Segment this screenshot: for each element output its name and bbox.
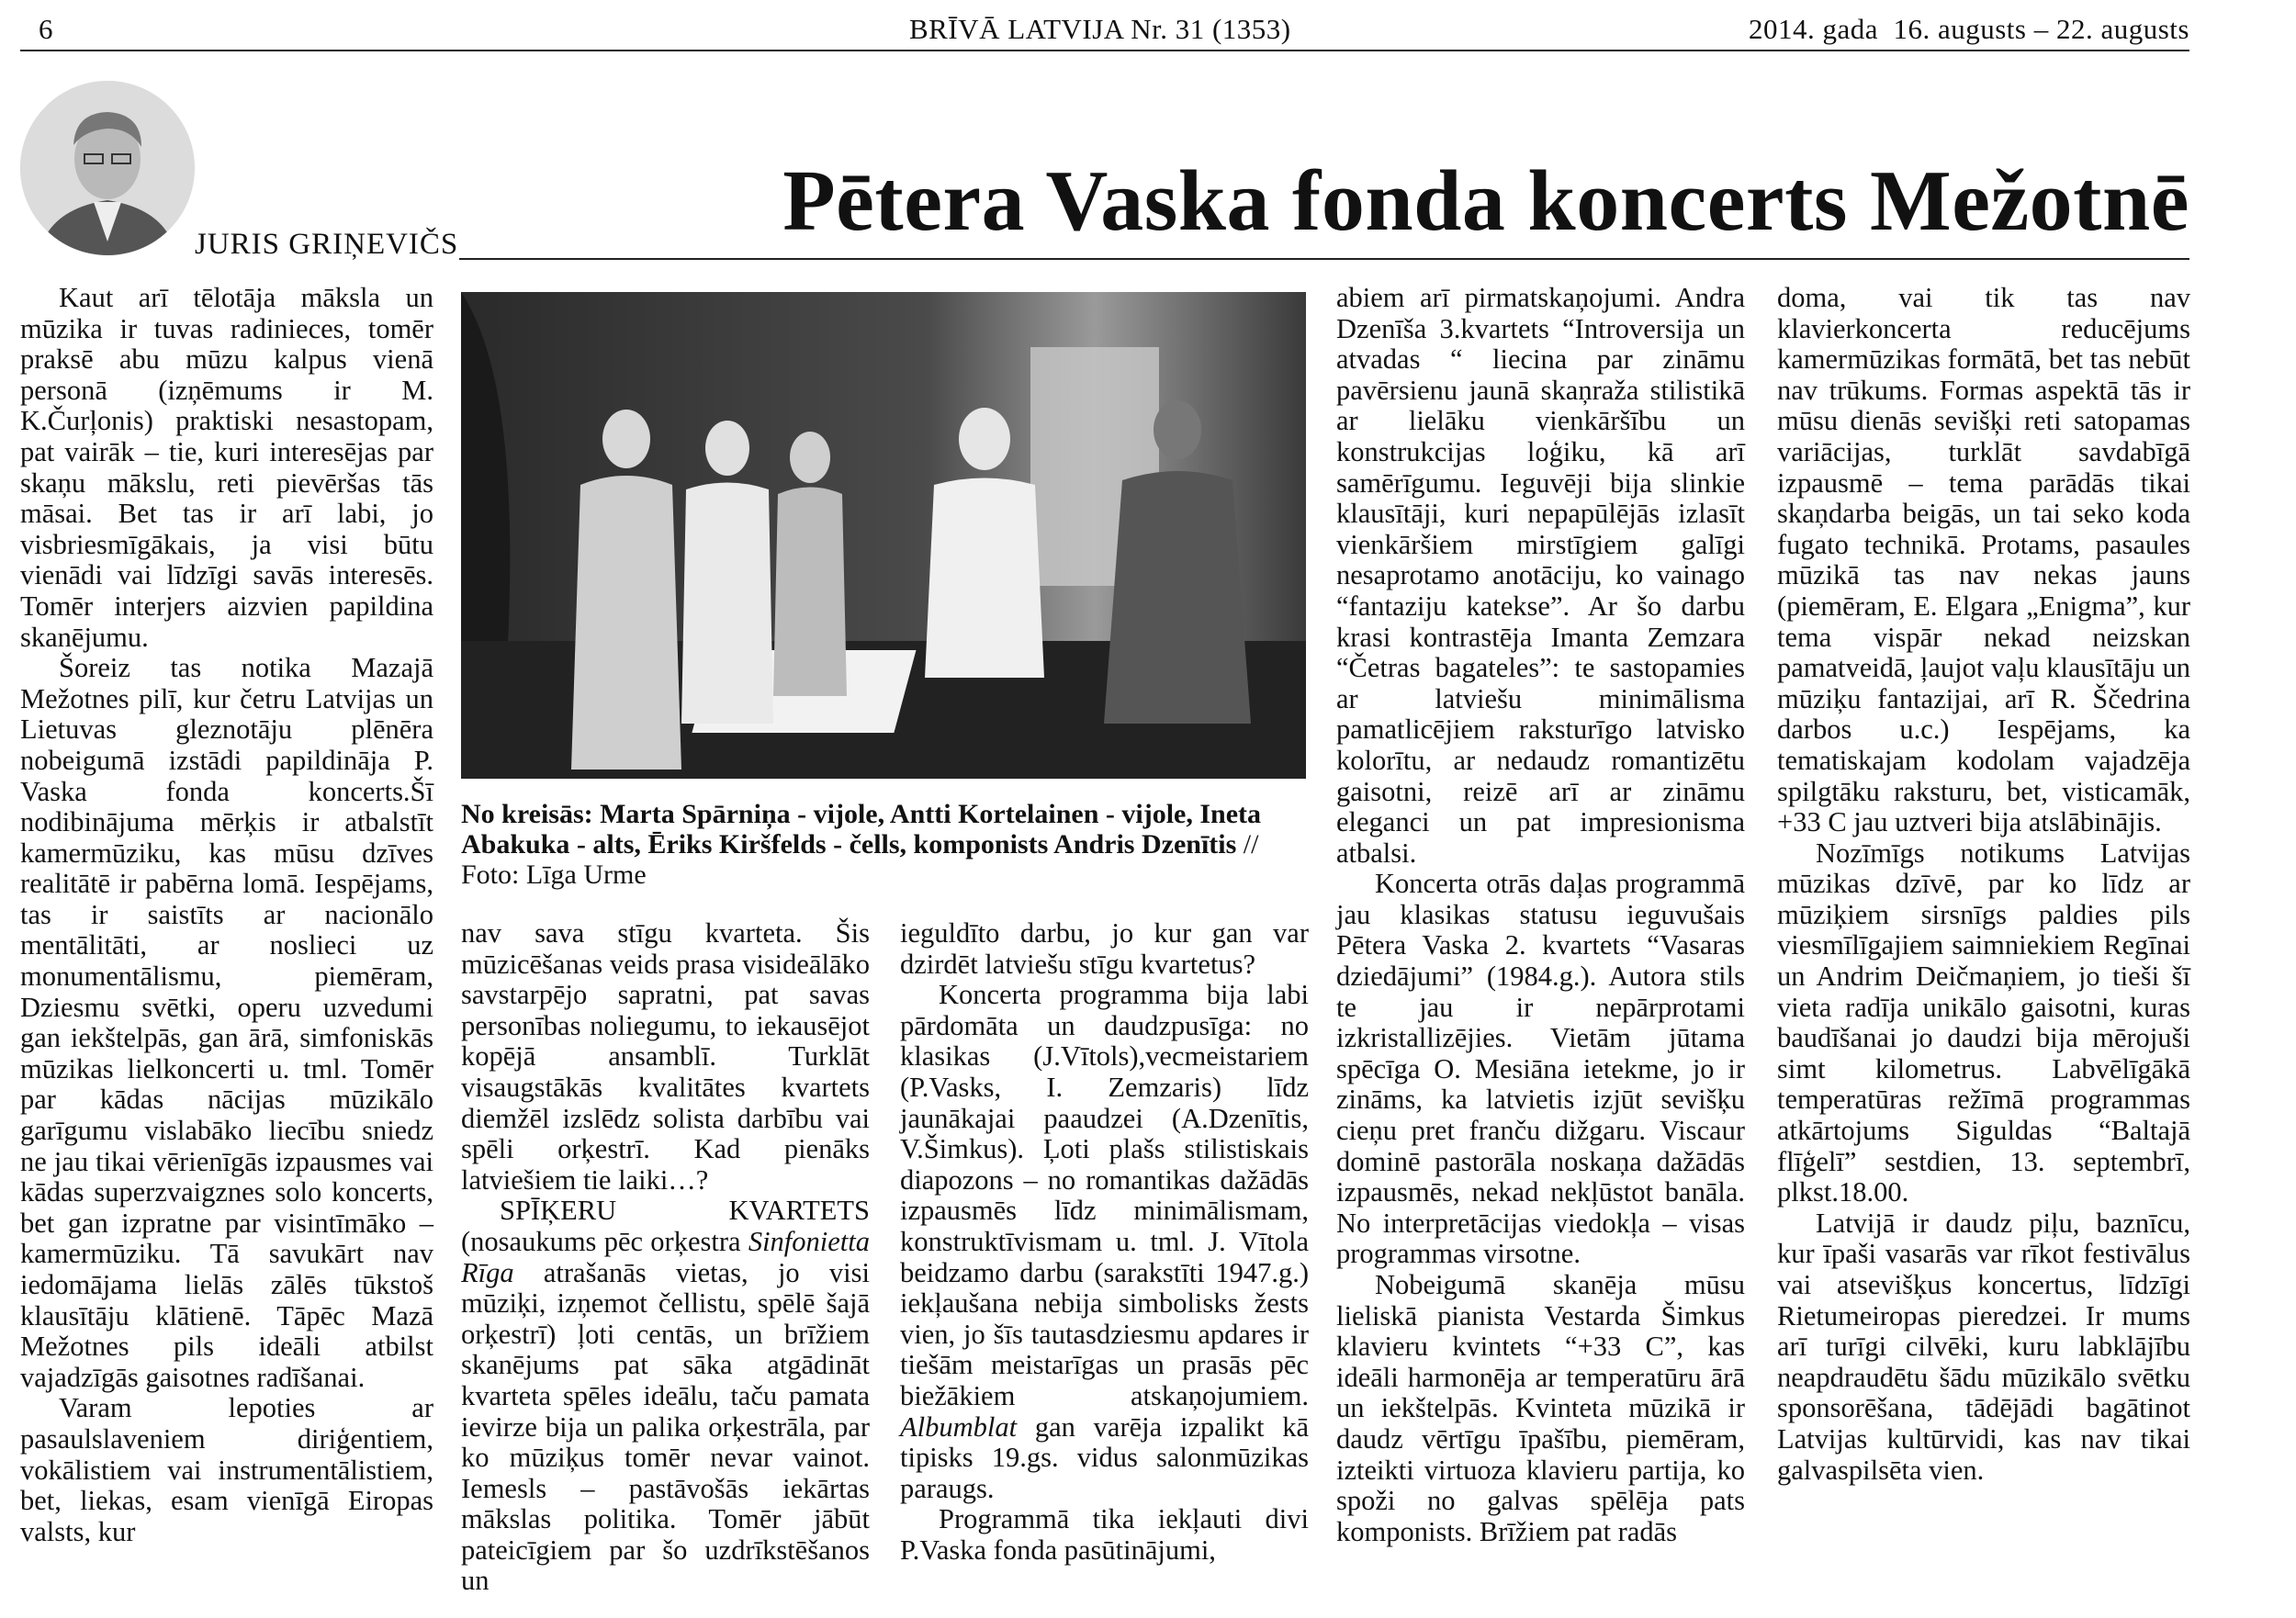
photo-credit: // Foto: Līga Urme	[461, 829, 1259, 890]
col1-paragraph-3: Varam lepoties ar pasaulslaveniem diriģentiem, vokālistiem vai instrumentālistiem, bet, liekas, esam vienīgā Eiropas valsts, kur	[20, 1392, 433, 1547]
author-portrait	[20, 81, 195, 255]
col1-paragraph-2: Šoreiz tas notika Mazajā Mežotnes pilī, kur četru Latvijas un Lietuvas gleznotāju plēnēra nobeigumā izstādi papildināja P. Vaska fonda koncerts.Šī nodibinājuma mērķis ir atbalstīt kamermūziku, kas mūsu dzīves realitātē ir pabērna lomā. Iespējams, tas ir saistīts ar nacionālo mentālitāti, ar noslieci uz monumentālismu, piemēram, Dziesmu svētki, operu uzvedumi gan iekštelpās, gan ārā, simfoniskās mūzikas lielkoncerti u. tml. Tomēr par kādas nācijas mūzikālo garīgumu vislabāko liecību sniedz ne jau tikai vērienīgās izpausmes vai kādas superzvaigznes solo koncerts, bet gan izpratne par visintīmāko – kamermūziku. Tā savukārt nav iedomājama lielās zālēs tūkstoš klausītāju klātienē. Tāpēc Mazā Mežotnes pils ideāli atbilst vajadzīgās gaisotnes radīšanai.	[20, 652, 433, 1393]
col5-paragraph-2: Nozīmīgs notikums Latvijas mūzikas dzīvē, par ko līdz ar mūziķiem sirsnīgs paldies pils viesmīlīgajiem saimniekiem Regīnai un Andrim Deičmaņiem, jo tieši šī vieta radīja unikālo gaisotni, kuras baudīšanai jo daudzi bija mērojuši simt kilometrus. Labvēlīgākā temperatūras režīmā programmas atkārtojums Siguldas “Baltajā flīģelī” sestdien, 13. septembrī, plkst.18.00.	[1777, 837, 2190, 1208]
col3-paragraph-2: Koncerta programma bija labi pārdomāta un daudzpusīga: no klasikas (J.Vītols),vecmeistariem (P.Vasks, I. Zemzaris) līdz jaunākajai paaudzei (A.Dzenītis, V.Šimkus). Ļoti plašs stilistiskais diapozons – no romantikas dažādās izpausmēs līdz minimālismam, konstruktīvismam u. tml. J. Vītola beidzamo darbu (sarakstīti 1947.g.) iekļaušana nebija simbolisks žests vien, jo šīs tautasdziesmu apdares ir tiešām meistarīgas un prasās pēc biežākiem atskaņojumiem. Albumblat gan varēja izpalikt kā tipisks 19.gs. vidus salonmūzikas paraugs.	[900, 979, 1309, 1504]
column-4	[1336, 283, 1745, 1547]
column-3	[900, 918, 1309, 1566]
byline-rule	[459, 258, 2189, 260]
column-2	[461, 918, 870, 1597]
col2-paragraph-2: SPĪĶERU KVARTETS (nosaukums pēc orķestra Sinfonietta Rīga atrašanās vietas, jo visi mūziķi, izņemot čellistu, spēlē šajā orķestrī) ļoti centās, un brīžiem skanējums pat sāka atgādināt kvarteta spēles ideālu, taču pamata ievirze bija un palika orķestrāla, par ko mūziķus tomēr nevar vainot. Iemesls – pastāvošās iekārtas mākslas politika. Tomēr jābūt pateicīgiem par šo uzdrīkstēšanos un	[461, 1195, 870, 1597]
author-byline: JURIS GRIŅEVIČS	[195, 228, 459, 261]
col4-paragraph-3: Nobeigumā skanēja mūsu lieliskā pianista Vestarda Šimkus klavieru kvintets “+33 C”, kas ideāli harmonēja ar temperatūru ārā un iekštelpās. Kvinteta mūzikā ir daudz vērtīgu īpašību, piemēram, izteikti virtuoza klavieru partija, ko spoži no galvas spēlēja pats komponists. Brīžiem pat radās	[1336, 1269, 1745, 1547]
italic-title: Albumblat	[900, 1410, 1018, 1443]
col2-paragraph-1: nav sava stīgu kvarteta. Šis mūzicēšanas veids prasa visideālāko savstarpējo sapratni, pat savas personības noliegumu, to iekausējot kopējā ansamblī. Turklāt visaugstākās kvalitātes kvartets diemžēl izslēdz solista darbību vai spēli orķestrī. Kad pienāks latviešiem tie laiki…?	[461, 917, 870, 1196]
col3-paragraph-3: Programmā tika iekļauti divi P.Vaska fonda pasūtinājumi,	[900, 1503, 1309, 1566]
col4-paragraph-1: abiem arī pirmatskaņojumi. Andra Dzenīša 3.kvartets “Introversija un atvadas “ liecina par zināmu pavērsienu jaunā skaņraža stilistikā ar lielāku vienkāršību un konstrukcijas loģiku, kā arī samērīgumu. Ieguvēji bija slinkie klausītāji, kuri nepapūlējās izlasīt vienkāršiem mirstīgiem galīgi nesaprotamo anotāciju, ko vainago “fantaziju katekse”. Ar šo darbu krasi kontrastēja Imanta Zemzara “Četras bagateles”: te sastopamies ar latviešu minimālisma pamatlicējiem raksturīgo latvisko kolorītu, ar nedaudz romantizētu gaisotni, reizē arī ar zināmu eleganci un pat impresionisma atbalsi.	[1336, 282, 1745, 869]
col3-paragraph-1: ieguldīto darbu, jo kur gan var dzirdēt latviešu stīgu kvartetus?	[900, 917, 1309, 980]
page-number: 6	[39, 13, 53, 45]
column-1	[20, 283, 433, 1547]
italic-title: Sinfonietta Rīga	[461, 1225, 870, 1288]
col4-paragraph-2: Koncerta otrās daļas programmā jau klasikas statusu ieguvušais Pētera Vaska 2. kvartets “Vasaras dziedājumi” (1984.g.). Autora stils te jau ir nepārprotami izkristallizējies. Vietām jūtama spēcīga O. Mesiāna ietekme, jo ir zināms, ka latvietis izjūt sevišķu cieņu pret franču dižgaru. Viscaur dominē pastorāla noskaņa dažādās izpausmēs, nekad nekļūstot banāla. No interpretācijas viedokļa – visas programmas virsotne.	[1336, 868, 1745, 1270]
column-5	[1777, 283, 2190, 1486]
publication-name: BRĪVĀ LATVIJA Nr. 31 (1353)	[909, 13, 1291, 45]
header-rule	[20, 50, 2189, 51]
col5-paragraph-3: Latvijā ir daudz piļu, baznīcu, kur īpaši vasarās var rīkot festivālus vai atsevišķus koncertus, līdzīgi Rietumeiropas pieredzei. Ir mums arī turīgi cilvēki, kuru labklājību neapdraudētu šādu mūzikālo svētku sponsorēšana, tādējādi bagātinot Latvijas kultūrvidi, kas nav tikai galvaspilsēta vien.	[1777, 1207, 2190, 1486]
concert-photo	[461, 292, 1306, 779]
caption-text: No kreisās: Marta Spārniņa - vijole, Antti Kortelainen - vijole, Ineta Abakuka - alts, Ēriks Kiršfelds - čells, komponists Andris Dzenītis	[461, 799, 1262, 860]
col1-paragraph-1: Kaut arī tēlotāja māksla un mūzika ir tuvas radinieces, tomēr praksē abu mūzu kalpus vienā personā (izņēmums ir M. K.Čurļonis) praktiski nesastopam, pat vairāk – tie, kuri interesējas par skaņu mākslu, reti pievēršas tās māsai. Bet tas ir arī labi, jo visbriesmīgākais, ja visi būtu vienādi vai līdzīgi savās interesēs. Tomēr interjers aizvien papildina skanējumu.	[20, 282, 433, 653]
article-title: Pētera Vaska fonda koncerts Mežotnē	[782, 153, 2189, 249]
issue-dates: 2014. gada 16. augusts – 22. augusts	[1748, 13, 2189, 45]
col5-paragraph-1: doma, vai tik tas nav klavierkoncerta reducējums kamermūzikas formātā, bet tas nebūt nav trūkums. Formas aspektā tās ir mūsu dienās sevišķi reti satopamas variācijas, turklāt savdabīgā izpausmē – tema parādās tikai skaņdarba beigās, un tai seko koda fugato technikā. Protams, pasaules mūzikā tas nav nekas jauns (piemēram, E. Elgara „Enigma”, kur tema vispār nekad neizskan pamatveidā, ļaujot vaļu klausītāju un mūziķu fantazijai, arī R. Ščedrina darbos u.c.) Iespējams, ka tematiskajam kodolam vajadzēja spilgtāku raksturu, bet, visticamāk, +33 C jau uztveri bija atslābinājis.	[1777, 282, 2190, 838]
photo-caption	[461, 799, 1306, 890]
